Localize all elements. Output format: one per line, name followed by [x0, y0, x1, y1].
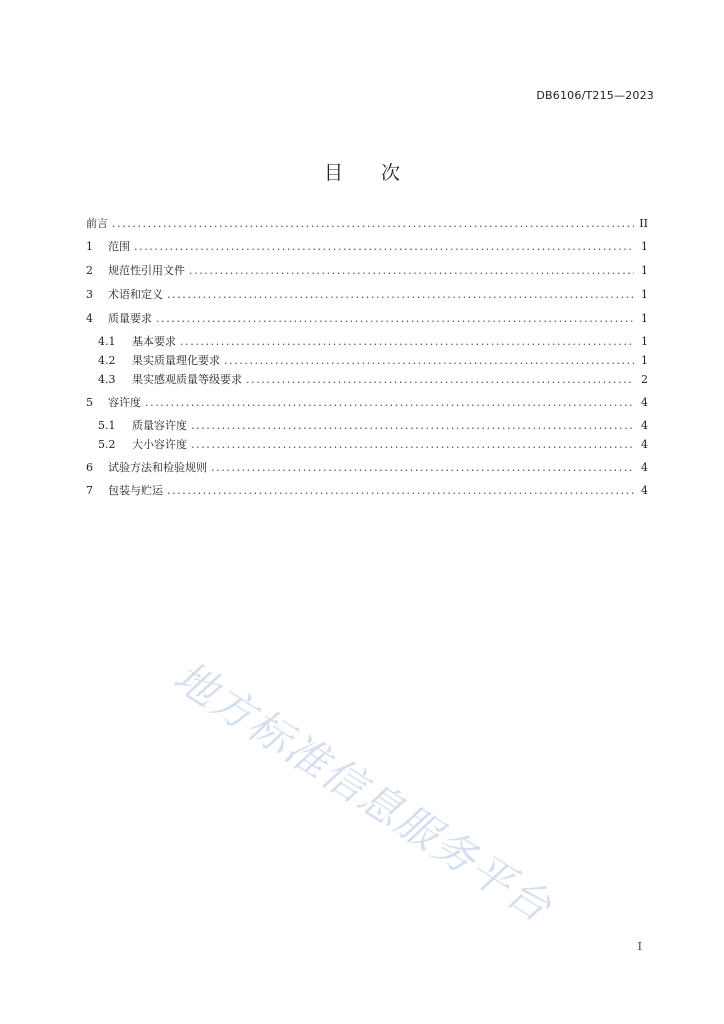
toc-entry-label: 基本要求 — [132, 335, 176, 348]
toc-entry-page: 4 — [641, 484, 648, 497]
toc-entry-page: 2 — [641, 373, 648, 386]
toc-entry-label: 范围 — [108, 240, 130, 253]
toc-entry-number: 6 — [86, 461, 93, 474]
document-code: DB6106/T215—2023 — [536, 89, 654, 102]
toc-leader-dots — [246, 374, 634, 386]
toc-entry-label: 前言 — [86, 217, 108, 230]
toc-entry-label: 质量要求 — [108, 312, 152, 325]
toc-entry-label: 容许度 — [108, 396, 141, 409]
toc-leader-dots — [224, 355, 634, 367]
toc-entry-number: 1 — [86, 240, 93, 253]
toc-leader-dots — [191, 420, 634, 432]
toc-entry-foreword[interactable] — [86, 218, 648, 230]
toc-entry-number: 3 — [86, 288, 93, 301]
toc-entry-page: 1 — [641, 312, 648, 325]
toc-entry-number: 5.1 — [98, 419, 116, 432]
toc-entry-label: 试验方法和检验规则 — [108, 461, 207, 474]
page-title: 目 次 — [323, 162, 417, 184]
toc-entry-label: 规范性引用文件 — [108, 264, 185, 277]
toc-entry-4-2[interactable] — [86, 355, 648, 367]
toc-leader-dots — [189, 265, 634, 277]
toc-entry-number: 5 — [86, 396, 93, 409]
toc-entry-page: II — [639, 217, 648, 230]
toc-entry-number: 5.2 — [98, 438, 116, 451]
toc-entry-page: 4 — [641, 438, 648, 451]
toc-leader-dots — [156, 313, 634, 325]
toc-entry-page: 1 — [641, 264, 648, 277]
watermark: 地方标准信息服务平台 — [165, 651, 562, 933]
toc-entry-4[interactable] — [86, 313, 648, 325]
toc-entry-4-3[interactable] — [86, 374, 648, 386]
toc-leader-dots — [211, 462, 634, 474]
toc-leader-dots — [167, 289, 634, 301]
toc-entry-number: 4 — [86, 312, 93, 325]
toc-entry-number: 4.1 — [98, 335, 116, 348]
toc-entry-5-2[interactable] — [86, 439, 648, 451]
toc-entry-6[interactable] — [86, 462, 648, 474]
toc-leader-dots — [180, 336, 634, 348]
toc-entry-page: 1 — [641, 240, 648, 253]
toc-entry-number: 4.2 — [98, 354, 116, 367]
toc-entry-number: 2 — [86, 264, 93, 277]
toc-entry-7[interactable] — [86, 485, 648, 497]
toc-entry-label: 质量容许度 — [132, 419, 187, 432]
toc-entry-label: 包装与贮运 — [108, 484, 163, 497]
toc-leader-dots — [191, 439, 634, 451]
toc-entry-2[interactable] — [86, 265, 648, 277]
toc-leader-dots — [134, 241, 634, 253]
toc-entry-page: 4 — [641, 396, 648, 409]
toc-entry-page: 1 — [641, 354, 648, 367]
toc-entry-page: 4 — [641, 419, 648, 432]
toc-entry-5-1[interactable] — [86, 420, 648, 432]
table-of-contents — [86, 218, 648, 497]
toc-leader-dots — [112, 218, 634, 230]
toc-entry-label: 果实感观质量等级要求 — [132, 373, 242, 386]
toc-entry-label: 果实质量理化要求 — [132, 354, 220, 367]
toc-entry-number: 4.3 — [98, 373, 116, 386]
toc-entry-page: 1 — [641, 335, 648, 348]
toc-leader-dots — [167, 485, 634, 497]
toc-entry-3[interactable] — [86, 289, 648, 301]
toc-leader-dots — [145, 397, 634, 409]
toc-entry-label: 术语和定义 — [108, 288, 163, 301]
toc-entry-label: 大小容许度 — [132, 438, 187, 451]
toc-entry-page: 1 — [641, 288, 648, 301]
toc-entry-number: 7 — [86, 484, 93, 497]
toc-entry-5[interactable] — [86, 397, 648, 409]
page-number: I — [637, 940, 642, 953]
toc-entry-page: 4 — [641, 461, 648, 474]
toc-entry-4-1[interactable] — [86, 336, 648, 348]
toc-entry-1[interactable] — [86, 241, 648, 253]
